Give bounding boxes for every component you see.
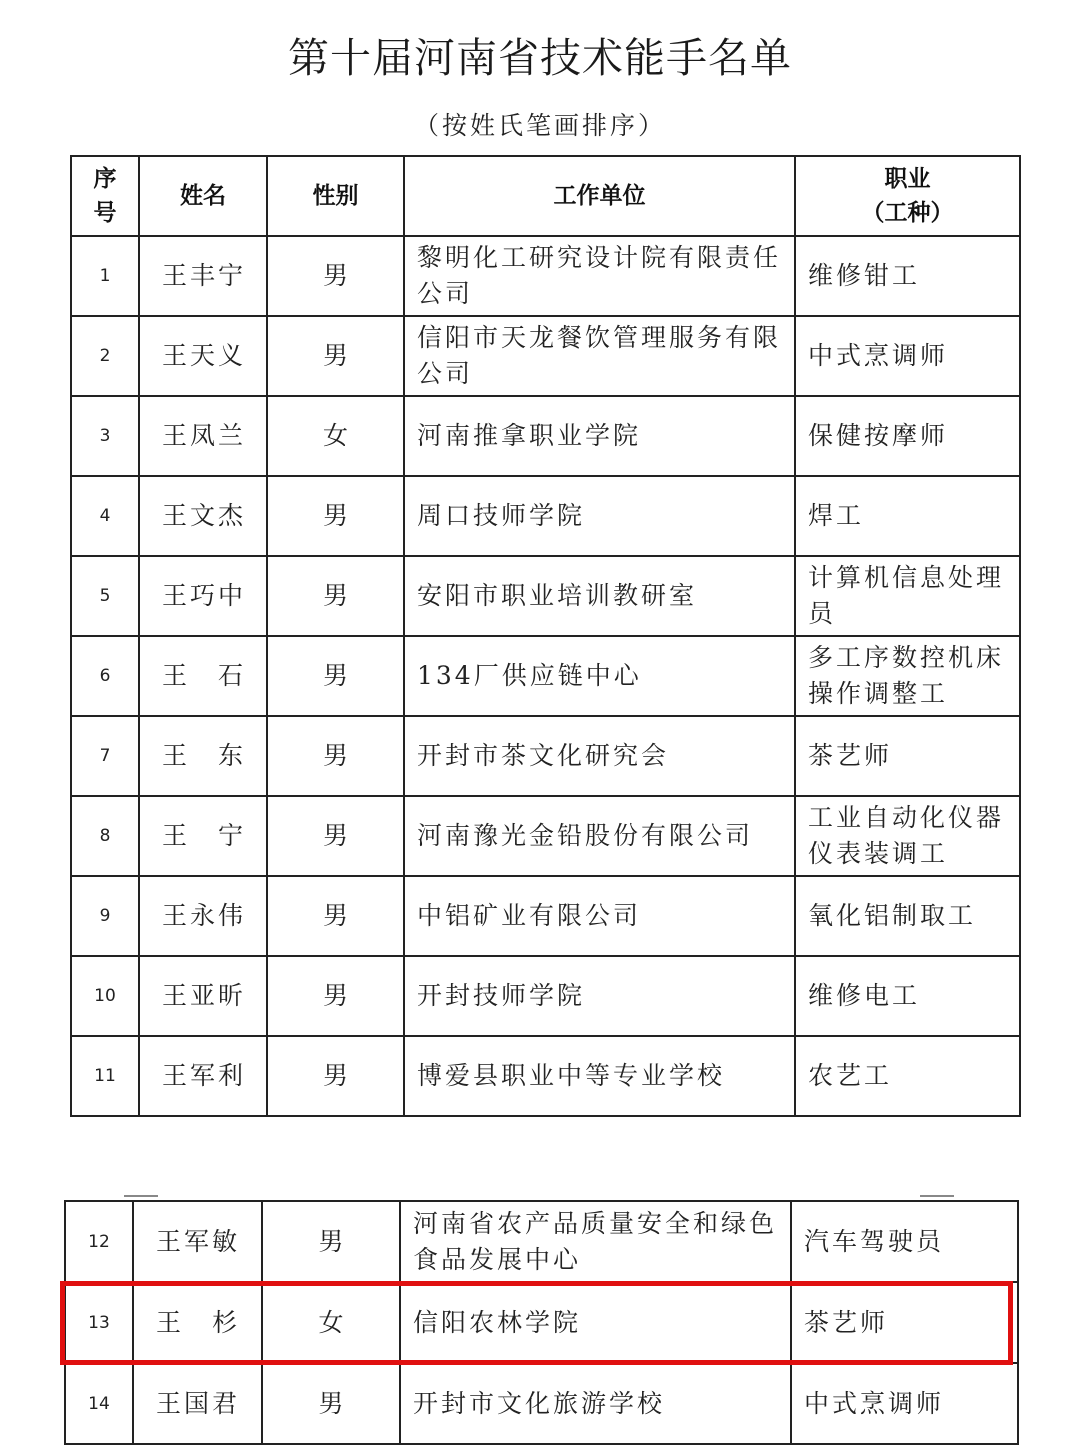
row-job: 农艺工 (795, 1036, 1020, 1116)
row-name: 王 东 (139, 716, 267, 796)
row-number: 1 (71, 236, 139, 316)
table-row (71, 876, 1020, 956)
row-name: 王天义 (139, 316, 267, 396)
table-row (71, 716, 1020, 796)
table-row (65, 1282, 1018, 1363)
table-row (71, 236, 1020, 316)
row-name: 王永伟 (139, 876, 267, 956)
row-job: 计算机信息处理员 (795, 556, 1020, 636)
table-row (65, 1201, 1018, 1282)
table-row (71, 396, 1020, 476)
row-unit: 黎明化工研究设计院有限责任公司 (404, 236, 795, 316)
row-number: 7 (71, 716, 139, 796)
table-row (71, 556, 1020, 636)
row-name: 王 杉 (133, 1282, 262, 1363)
row-gender: 男 (267, 716, 404, 796)
row-number: 6 (71, 636, 139, 716)
row-gender: 男 (267, 636, 404, 716)
row-name: 王国君 (133, 1363, 262, 1444)
row-unit: 河南豫光金铅股份有限公司 (404, 796, 795, 876)
row-job: 维修电工 (795, 956, 1020, 1036)
row-gender: 男 (262, 1201, 400, 1282)
table-row (71, 1036, 1020, 1116)
row-name: 王凤兰 (139, 396, 267, 476)
header-no-line1: 序 (93, 166, 117, 192)
row-gender: 男 (267, 236, 404, 316)
row-gender: 男 (262, 1363, 400, 1444)
row-number: 14 (65, 1363, 133, 1444)
page-break-mark (124, 1195, 158, 1197)
row-unit: 周口技师学院 (404, 476, 795, 556)
row-gender: 女 (267, 396, 404, 476)
header-no (71, 156, 139, 236)
row-number: 13 (65, 1282, 133, 1363)
roster-table (70, 155, 1021, 1117)
row-unit: 开封技师学院 (404, 956, 795, 1036)
row-job: 中式烹调师 (791, 1363, 1018, 1444)
row-gender: 男 (267, 1036, 404, 1116)
header-no-line2: 号 (93, 200, 117, 226)
table-row (71, 796, 1020, 876)
row-unit: 河南推拿职业学院 (404, 396, 795, 476)
row-gender: 男 (267, 876, 404, 956)
document-title: 第十届河南省技术能手名单 (288, 34, 792, 82)
row-number: 9 (71, 876, 139, 956)
row-number: 10 (71, 956, 139, 1036)
row-name: 王军利 (139, 1036, 267, 1116)
table-row (65, 1363, 1018, 1444)
row-name: 王巧中 (139, 556, 267, 636)
table-row (71, 476, 1020, 556)
row-number: 12 (65, 1201, 133, 1282)
header-name: 姓名 (139, 156, 267, 236)
row-job: 保健按摩师 (795, 396, 1020, 476)
table-row (71, 956, 1020, 1036)
row-number: 3 (71, 396, 139, 476)
row-number: 2 (71, 316, 139, 396)
header-gender: 性别 (267, 156, 404, 236)
row-unit: 开封市茶文化研究会 (404, 716, 795, 796)
row-job: 茶艺师 (791, 1282, 1018, 1363)
row-gender: 男 (267, 956, 404, 1036)
row-job: 汽车驾驶员 (791, 1201, 1018, 1282)
header-unit: 工作单位 (404, 156, 795, 236)
row-name: 王丰宁 (139, 236, 267, 316)
header-job-line1: 职业 (884, 166, 931, 192)
row-name: 王 宁 (139, 796, 267, 876)
table-header-row (71, 156, 1020, 236)
header-job (795, 156, 1020, 236)
row-name: 王军敏 (133, 1201, 262, 1282)
row-name: 王文杰 (139, 476, 267, 556)
row-job: 氧化铝制取工 (795, 876, 1020, 956)
row-number: 11 (71, 1036, 139, 1116)
row-job: 茶艺师 (795, 716, 1020, 796)
row-number: 5 (71, 556, 139, 636)
roster-table-continued (64, 1200, 1019, 1445)
table-row (71, 316, 1020, 396)
row-unit: 信阳农林学院 (400, 1282, 791, 1363)
row-job: 中式烹调师 (795, 316, 1020, 396)
row-number: 4 (71, 476, 139, 556)
row-job: 工业自动化仪器仪表装调工 (795, 796, 1020, 876)
row-name: 王 石 (139, 636, 267, 716)
row-job: 维修钳工 (795, 236, 1020, 316)
row-gender: 男 (267, 796, 404, 876)
row-gender: 男 (267, 316, 404, 396)
row-job: 焊工 (795, 476, 1020, 556)
row-gender: 男 (267, 476, 404, 556)
row-unit: 博爱县职业中等专业学校 (404, 1036, 795, 1116)
row-job: 多工序数控机床操作调整工 (795, 636, 1020, 716)
table-row (71, 636, 1020, 716)
row-unit: 中铝矿业有限公司 (404, 876, 795, 956)
row-unit: 134厂供应链中心 (404, 636, 795, 716)
row-unit: 开封市文化旅游学校 (400, 1363, 791, 1444)
header-job-line2: （工种） (861, 200, 954, 226)
row-unit: 信阳市天龙餐饮管理服务有限公司 (404, 316, 795, 396)
document-subtitle: （按姓氏笔画排序） (413, 111, 666, 140)
row-gender: 女 (262, 1282, 400, 1363)
page-break-mark (920, 1195, 954, 1197)
row-number: 8 (71, 796, 139, 876)
row-name: 王亚昕 (139, 956, 267, 1036)
row-unit: 河南省农产品质量安全和绿色食品发展中心 (400, 1201, 791, 1282)
row-unit: 安阳市职业培训教研室 (404, 556, 795, 636)
row-gender: 男 (267, 556, 404, 636)
